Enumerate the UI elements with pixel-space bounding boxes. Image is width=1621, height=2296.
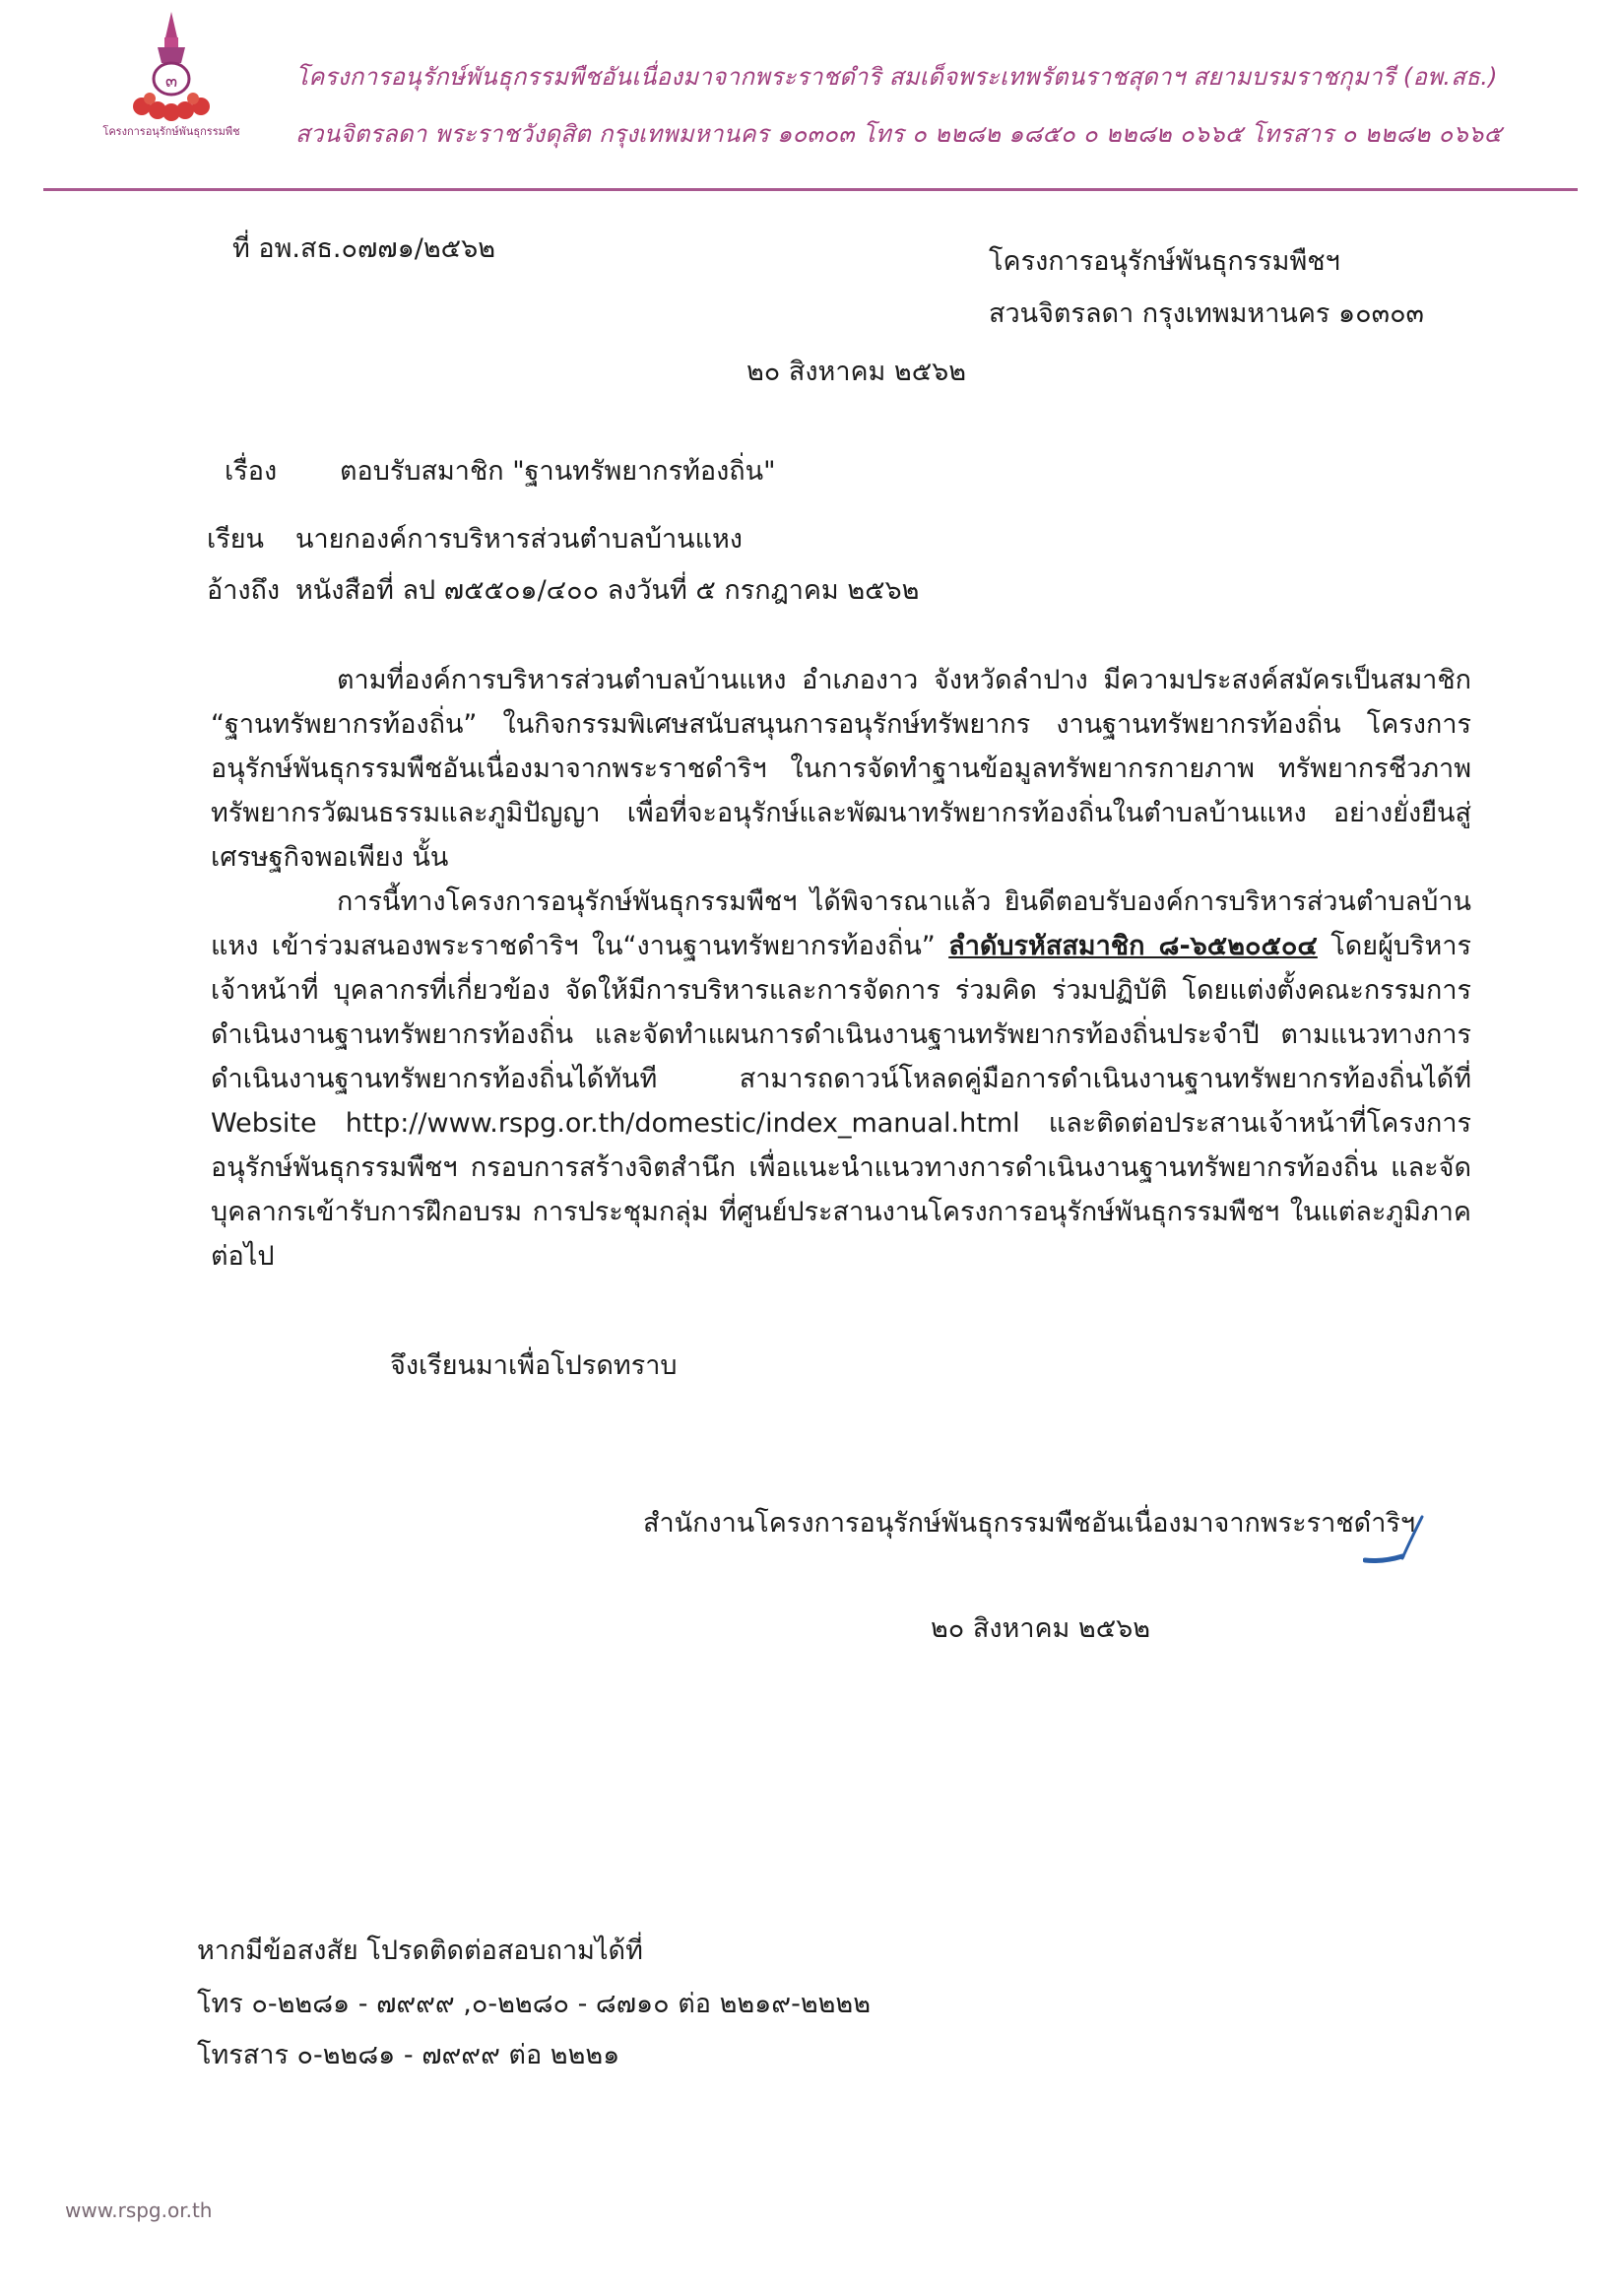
signature-date: ๒๐ สิงหาคม ๒๕๖๒ (931, 1613, 1151, 1644)
logo-text: โครงการอนุรักษ์พันธุกรรมพืช (102, 125, 240, 138)
letter-date: ๒๐ สิงหาคม ๒๕๖๒ (746, 357, 967, 387)
letter-body (211, 658, 1471, 1279)
header-org-line: โครงการอนุรักษ์พันธุกรรมพืชอันเนื่องมาจากพระราชดำริ สมเด็จพระเทพรัตนราชสุดาฯ สยามบรมราชกุมารี (อพ.สธ.) (295, 63, 1498, 91)
subject-label: เรื่อง (225, 456, 278, 487)
footer-website: www.rspg.or.th (65, 2198, 213, 2222)
paragraph-2-intro: การนี้ทางโครงการอนุรักษ์พันธุกรรมพืชฯ ได้พิจารณาแล้ว ยินดีตอบรับองค์การบริหารส่วนตำบลบ้านแหง เข้าร่วมสนองพระราชดำริฯ ใน“งานฐานทรัพยากรท้องถิ่น” (211, 886, 1471, 961)
subject-text: ตอบรับสมาชิก "ฐานทรัพยากรท้องถิ่น" (340, 456, 776, 487)
recipient-label: เรียน (207, 524, 265, 555)
body-paragraph-2 (211, 880, 1471, 1279)
reference-label: อ้างถึง (207, 575, 281, 606)
reference-number: ที่ อพ.สธ.๐๗๗๑/๒๕๖๒ (232, 233, 496, 264)
contact-intro: หากมีข้อสงสัย โปรดติดต่อสอบถามได้ที่ (197, 1935, 643, 1966)
sender-address-line2: สวนจิตรลดา กรุงเทพมหานคร ๑๐๓๐๓ (989, 298, 1425, 329)
paragraph-2-rest: โดยผู้บริหาร เจ้าหน้าที่ บุคลากรที่เกี่ยวข้อง จัดให้มีการบริหารและการจัดการ ร่วมคิด ร่วมปฏิบัติ โดยแต่งตั้งคณะกรรมการดำเนินงานฐานทรัพยากรท้องถิ่น และจัดทำแผนการดำเนินงานฐานทรัพยากรท้องถิ่นประจำปี ตามแนวทางการดำเนินงานฐานทรัพยากรท้องถิ่นได้ทันที สามารถดาวน์โหลดคู่มือการดำเนินงานฐานทรัพยากรท้องถิ่นได้ที่ Website http://www.rspg.or.th/domestic/index_manual.html และติดต่อประสานเจ้าหน้าที่โครงการอนุรักษ์พันธุกรรมพืชฯ กรอบการสร้างจิตสำนึก เพื่อแนะนำแนวทางการดำเนินงานฐานทรัพยากรท้องถิ่น และจัดบุคลากรเข้ารับการฝึกอบรม การประชุมกลุ่ม ที่ศูนย์ประสานงานโครงการอนุรักษ์พันธุกรรมพืชฯ ในแต่ละภูมิภาคต่อไป (211, 931, 1471, 1272)
member-id: ลำดับรหัสสมาชิก ๘-๖๕๒๐๕๐๔ (948, 931, 1318, 961)
contact-phone: โทร ๐-๒๒๘๑ - ๗๙๙๙ ,๐-๒๒๘๐ - ๘๗๑๐ ต่อ ๒๒๑๙-๒๒๒๒ (197, 1989, 872, 2019)
closing-text: จึงเรียนมาเพื่อโปรดทราบ (390, 1350, 678, 1381)
signature-mark (1363, 1511, 1432, 1580)
contact-fax: โทรสาร ๐-๒๒๘๑ - ๗๙๙๙ ต่อ ๒๒๒๑ (197, 2040, 620, 2070)
reference-text: หนังสือที่ ลป ๗๕๕๐๑/๔๐๐ ลงวันที่ ๕ กรกฎาคม ๒๕๖๒ (295, 575, 920, 606)
recipient-text: นายกองค์การบริหารส่วนตำบลบ้านแหง (295, 524, 743, 555)
sender-address-line1: โครงการอนุรักษ์พันธุกรรมพืชฯ (989, 246, 1340, 277)
header-address-line: สวนจิตรลดา พระราชวังดุสิต กรุงเทพมหานคร ๑๐๓๐๓ โทร ๐ ๒๒๘๒ ๑๘๕๐ ๐ ๒๒๘๒ ๐๖๖๕ โทรสาร ๐ ๒๒๘๒ ๐๖๖๕ (295, 120, 1503, 148)
svg-text:๓: ๓ (164, 71, 178, 92)
body-paragraph-1: ตามที่องค์การบริหารส่วนตำบลบ้านแหง อำเภองาว จังหวัดลำปาง มีความประสงค์สมัครเป็นสมาชิก “ฐานทรัพยากรท้องถิ่น” ในกิจกรรมพิเศษสนับสนุนการอนุรักษ์ทรัพยากร งานฐานทรัพยากรท้องถิ่น โครงการอนุรักษ์พันธุกรรมพืชอันเนื่องมาจากพระราชดำริฯ ในการจัดทำฐานข้อมูลทรัพยากรกายภาพ ทรัพยากรชีวภาพ ทรัพยากรวัฒนธรรมและภูมิปัญญา เพื่อที่จะอนุรักษ์และพัฒนาทรัพยากรท้องถิ่นในตำบลบ้านแหง อย่างยั่งยืนสู่เศรษฐกิจพอเพียง นั้น (211, 665, 1471, 873)
header-divider (43, 188, 1578, 191)
signatory: สำนักงานโครงการอนุรักษ์พันธุกรรมพืชอันเนื่องมาจากพระราชดำริฯ (643, 1508, 1416, 1539)
organization-logo (102, 8, 240, 146)
